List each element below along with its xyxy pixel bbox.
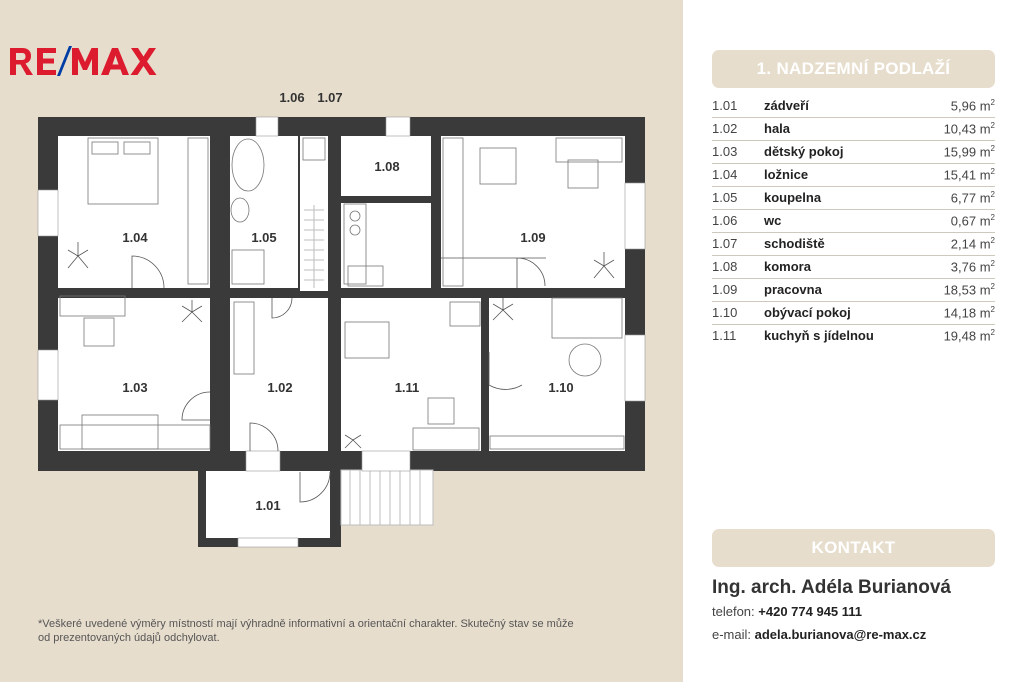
email-link[interactable]: adela.burianova@re-max.cz: [754, 627, 927, 642]
area-unit-exponent: 2: [990, 236, 995, 245]
room-1-09: [441, 136, 625, 288]
remax-logo: [8, 44, 168, 80]
room-area-value: 3,76 m: [950, 259, 991, 275]
room-number: 1.02: [712, 121, 738, 136]
room-area-value: 19,48 m: [943, 328, 991, 344]
label-1-09: 1.09: [520, 230, 546, 245]
label-1-02: 1.02: [267, 380, 293, 395]
disclaimer-line-2: od prezentovaných údajů odchylovat.: [38, 632, 220, 644]
room-1-02: [230, 298, 328, 451]
room-row: [712, 233, 995, 256]
room-name: koupelna: [764, 190, 822, 205]
room-name: dětský pokoj: [764, 144, 844, 159]
room-name: pracovna: [764, 282, 822, 297]
room-area-value: 15,99 m: [943, 144, 991, 160]
phone-value[interactable]: +420 774 945 111: [758, 604, 863, 619]
room-row: [712, 118, 995, 141]
label-1-06-top: 1.06: [279, 90, 305, 105]
room-area: [951, 259, 995, 274]
room-name: kuchyň s jídelnou: [764, 328, 874, 343]
kitchen-upper: [341, 203, 431, 288]
room-1-03: [58, 298, 210, 451]
room-number: 1.06: [712, 213, 738, 228]
area-unit-exponent: 2: [990, 98, 995, 107]
floor-plan: [30, 85, 660, 555]
label-1-04: 1.04: [122, 230, 148, 245]
area-unit-exponent: 2: [990, 282, 995, 291]
room-number: 1.05: [712, 190, 738, 205]
area-unit-exponent: 2: [990, 305, 995, 314]
room-number: 1.10: [712, 305, 738, 320]
room-number: 1.09: [712, 282, 738, 297]
room-area-value: 15,41 m: [943, 167, 991, 183]
room-row: [712, 141, 995, 164]
room-name: wc: [764, 213, 782, 228]
label-1-01: 1.01: [255, 498, 281, 513]
floor-title: 1. NADZEMNÍ PODLAŽÍ: [712, 50, 995, 88]
room-area-value: 18,53 m: [943, 282, 991, 298]
contact-title: KONTAKT: [712, 529, 995, 567]
room-1-04: [58, 136, 210, 288]
room-name: zádveří: [764, 98, 809, 113]
room-area-table: [712, 95, 995, 347]
room-area: [951, 98, 995, 113]
room-area-value: 10,43 m: [943, 121, 991, 137]
area-unit-exponent: 2: [990, 259, 995, 268]
room-number: 1.04: [712, 167, 738, 182]
room-area: [944, 144, 995, 159]
contact-email-row: [712, 627, 926, 642]
room-area: [944, 121, 995, 136]
label-1-11: 1.11: [394, 380, 420, 395]
area-unit-exponent: 2: [990, 144, 995, 153]
room-number: 1.11: [712, 328, 737, 343]
area-unit-exponent: 2: [990, 167, 995, 176]
room-row: [712, 210, 995, 233]
room-area-value: 2,14 m: [950, 236, 991, 252]
email-label: e-mail:: [712, 627, 752, 642]
room-row: [712, 279, 995, 302]
room-row: [712, 187, 995, 210]
room-row: [712, 302, 995, 325]
room-row: [712, 164, 995, 187]
room-row: [712, 325, 995, 347]
area-unit-exponent: 2: [990, 213, 995, 222]
room-1-06: [300, 136, 328, 201]
room-name: hala: [764, 121, 791, 136]
room-name: ložnice: [764, 167, 809, 182]
room-area-value: 6,77 m: [950, 190, 991, 206]
area-unit-exponent: 2: [990, 121, 995, 130]
room-number: 1.08: [712, 259, 738, 274]
room-name: schodiště: [764, 236, 825, 251]
disclaimer-line-1: *Veškeré uvedené výměry místností mají výhradně informativní a orientační charakter. Skutečný stav se může: [38, 618, 574, 630]
room-area: [951, 190, 995, 205]
area-unit-exponent: 2: [990, 328, 995, 337]
room-area-value: 14,18 m: [943, 305, 991, 321]
room-row: [712, 95, 995, 118]
disclaimer: [38, 617, 658, 645]
contact-phone-row: [712, 604, 862, 619]
room-row: [712, 256, 995, 279]
label-1-10: 1.10: [548, 380, 574, 395]
room-area: [944, 282, 995, 297]
area-unit-exponent: 2: [990, 190, 995, 199]
room-area-value: 0,67 m: [950, 213, 991, 229]
label-1-07-top: 1.07: [317, 90, 343, 105]
room-name: komora: [764, 259, 811, 274]
room-1-10: [489, 298, 625, 451]
contact-name: Ing. arch. Adéla Burianová: [712, 577, 951, 598]
room-number: 1.03: [712, 144, 738, 159]
label-1-08: 1.08: [374, 159, 400, 174]
entrance-steps: [341, 470, 433, 525]
room-area: [944, 328, 995, 343]
label-1-05: 1.05: [251, 230, 277, 245]
label-1-03: 1.03: [122, 380, 148, 395]
room-area: [944, 167, 995, 182]
room-name: obývací pokoj: [764, 305, 851, 320]
room-number: 1.07: [712, 236, 738, 251]
room-number: 1.01: [712, 98, 738, 113]
room-area: [951, 236, 995, 251]
room-area: [951, 213, 995, 228]
room-area: [944, 305, 995, 320]
phone-label: telefon:: [712, 604, 755, 619]
room-area-value: 5,96 m: [950, 98, 991, 114]
